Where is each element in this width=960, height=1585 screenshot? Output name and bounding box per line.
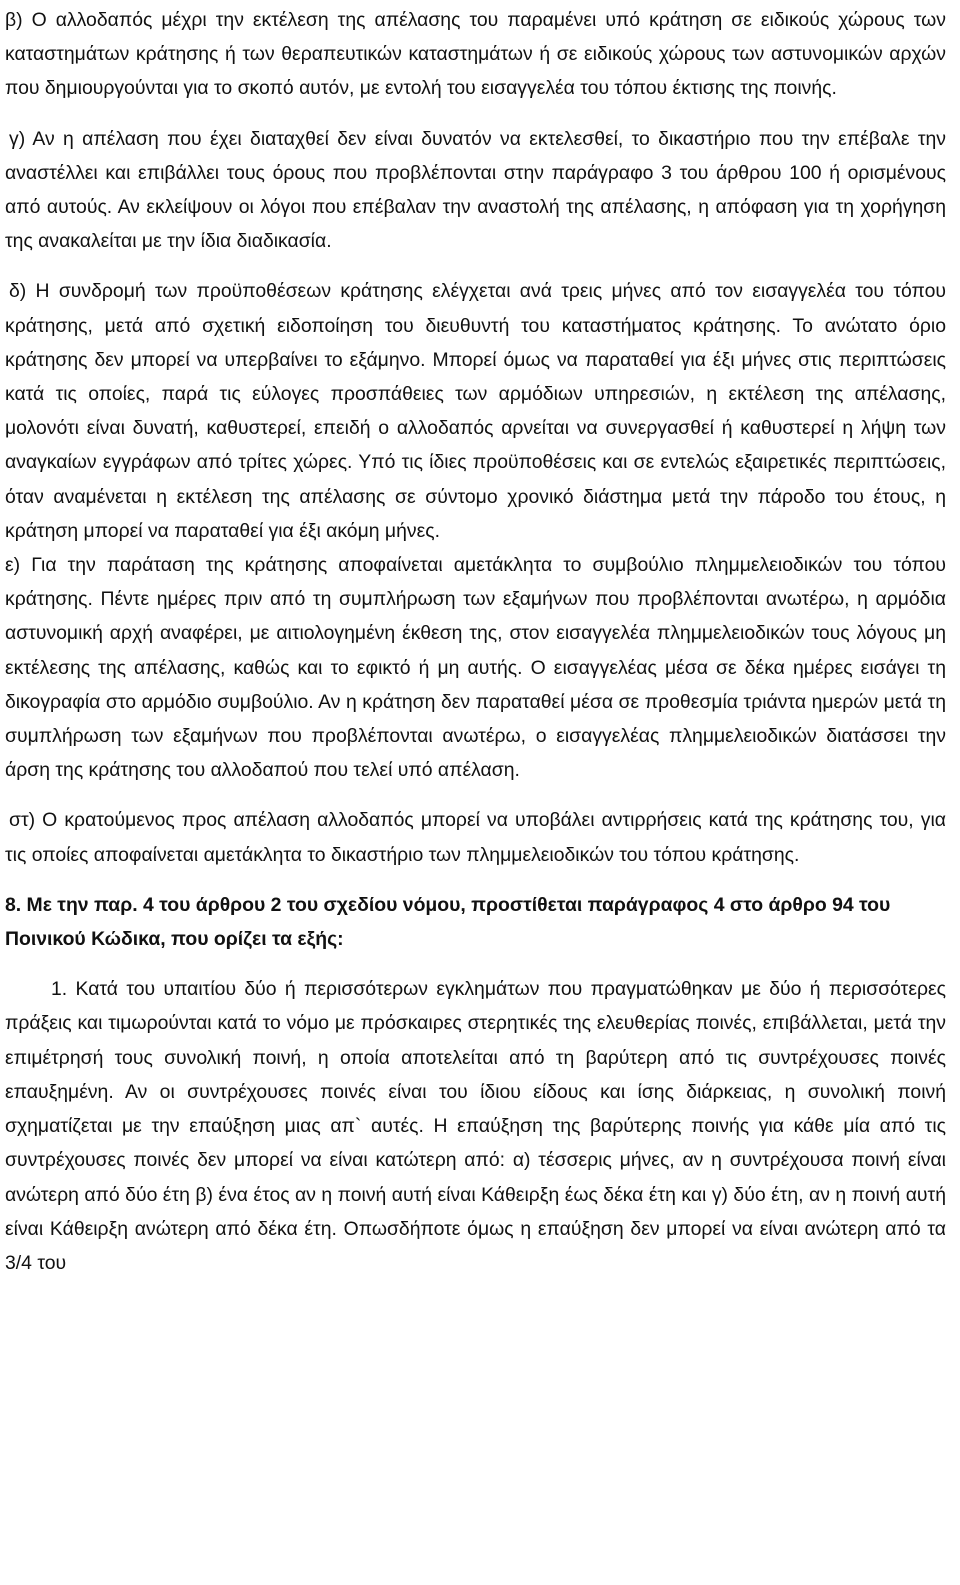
list-item-number: 1. xyxy=(51,978,68,1001)
paragraph-beta: β) Ο αλλοδαπός μέχρι την εκτέλεση της απέλασης του παραμένει υπό κράτηση σε ειδικούς χώρους των καταστημάτων κράτησης ή των θεραπευτικών καταστημάτων ή σε ειδικούς χώρους των αστυνομικών αρχών που δημιουργούνται για το σκοπό αυτόν, με εντολή του εισαγγελέα του τόπου έκτισης της ποινής. xyxy=(5,9,946,100)
section-heading-8: 8. Με την παρ. 4 του άρθρου 2 του σχεδίου νόμου, προστίθεται παράγραφος 4 στο άρθρο 94 του Ποινικού Κώδικα, που ορίζει τα εξής: xyxy=(5,893,891,951)
list-item-1 xyxy=(5,972,946,1280)
paragraph-epsilon: ε) Για την παράταση της κράτησης αποφαίνεται αμετάκλητα το συμβούλιο πλημμελειοδικών του τόπου κράτησης. Πέντε ημέρες πριν από τη συμπλήρωση των εξαμήνων που προβλέπονται ανωτέρω, η αρμόδια αστυνομική αρχή αναφέρει, με αιτιολογημένη έκθεση της, στον εισαγγελέα πλημμελειοδικών τους λόγους μη εκτέλεσης της απέλασης, καθώς και το εφικτό ή μη αυτής. Ο εισαγγελέας μέσα σε δέκα ημέρες εισάγει τη δικογραφία στο αρμόδιο συμβούλιο. Αν η κράτηση δεν παραταθεί μέσα σε προθεσμία τριάντα ημερών μετά τη συμπλήρωση των εξαμήνων που προβλέπονται ανωτέρω, ο εισαγγελέας πλημμελειοδικών διατάσσει την άρση της κράτησης του αλλοδαπού που τελεί υπό απέλαση. xyxy=(5,554,946,782)
paragraph-st: στ) Ο κρατούμενος προς απέλαση αλλοδαπός μπορεί να υποβάλει αντιρρήσεις κατά της κράτησης του, για τις οποίες αποφαίνεται αμετάκλητα το δικαστήριο των πλημμελειοδικών του τόπου κράτησης. xyxy=(5,809,946,866)
paragraph-delta: δ) Η συνδρομή των προϋποθέσεων κράτησης ελέγχεται ανά τρεις μήνες από τον εισαγγελέα του τόπου κράτησης, μετά από σχετική ειδοποίηση του διευθυντή του καταστήματος κράτησης. Το ανώτατο όριο κράτησης δεν μπορεί να υπερβαίνει το εξάμηνο. Μπορεί όμως να παραταθεί για έξι μήνες στις περιπτώσεις κατά τις οποίες, παρά τις εύλογες προσπάθειες των αρμόδιων υπηρεσιών, η εκτέλεση της απέλασης, μολονότι είναι δυνατή, καθυστερεί, επειδή ο αλλοδαπός αρνείται να συνεργασθεί ή καθυστερεί η λήψη των αναγκαίων εγγράφων από τρίτες χώρες. Υπό τις ίδιες προϋποθέσεις και σε εντελώς εξαιρετικές περιπτώσεις, όταν αναμένεται η εκτέλεση της απέλασης σε σύντομο χρονικό διάστημα μετά την πάροδο του έτους, η κράτηση μπορεί να παραταθεί για έξι ακόμη μήνες. xyxy=(5,280,946,542)
paragraph-gamma: γ) Αν η απέλαση που έχει διαταχθεί δεν είναι δυνατόν να εκτελεσθεί, το δικαστήριο που την επέβαλε την αναστέλλει και επιβάλλει τους όρους που προβλέπονται στην παράγραφο 3 του άρθρου 100 ή ορισμένους από αυτούς. Αν εκλείψουν οι λόγοι που επέβαλαν την αναστολή της απέλασης, η απόφαση για τη χορήγηση της ανακαλείται με την ίδια διαδικασία. xyxy=(5,127,946,253)
document-page xyxy=(5,3,946,1280)
list-item-text: Κατά του υπαιτίου δύο ή περισσότερων εγκλημάτων που πραγματώθηκαν με δύο ή περισσότερες πράξεις και τιμωρούνται κατά το νόμο με πρόσκαιρες στερητικές της ελευθερίας ποινές, επιβάλλεται, μετά την επιμέτρησή τους συνολική ποινή, η οποία αποτελείται από τη βαρύτερη από τις συντρέχουσες ποινές επαυξημένη. Αν οι συντρέχουσες ποινές είναι του ίδιου είδους και ίσης διάρκειας, η συνολική ποινή σχηματίζεται με την επαύξηση μιας απ` αυτές. Η επαύξηση της βαρύτερης ποινής για κάθε μία από τις συντρέχουσες ποινές δεν μπορεί να είναι κατώτερη από: α) τέσσερις μήνες, αν η συντρέχουσα ποινή είναι ανώτερη από δύο έτη β) ένα έτος αν η ποινή αυτή είναι Κάθειρξη έως δέκα έτη και γ) δύο έτη, αν η ποινή αυτή είναι Κάθειρξη ανώτερη από δέκα έτη. Οπωσδήποτε όμως η επαύξηση δεν μπορεί να είναι ανώτερη από τα 3/4 του xyxy=(5,978,947,1274)
